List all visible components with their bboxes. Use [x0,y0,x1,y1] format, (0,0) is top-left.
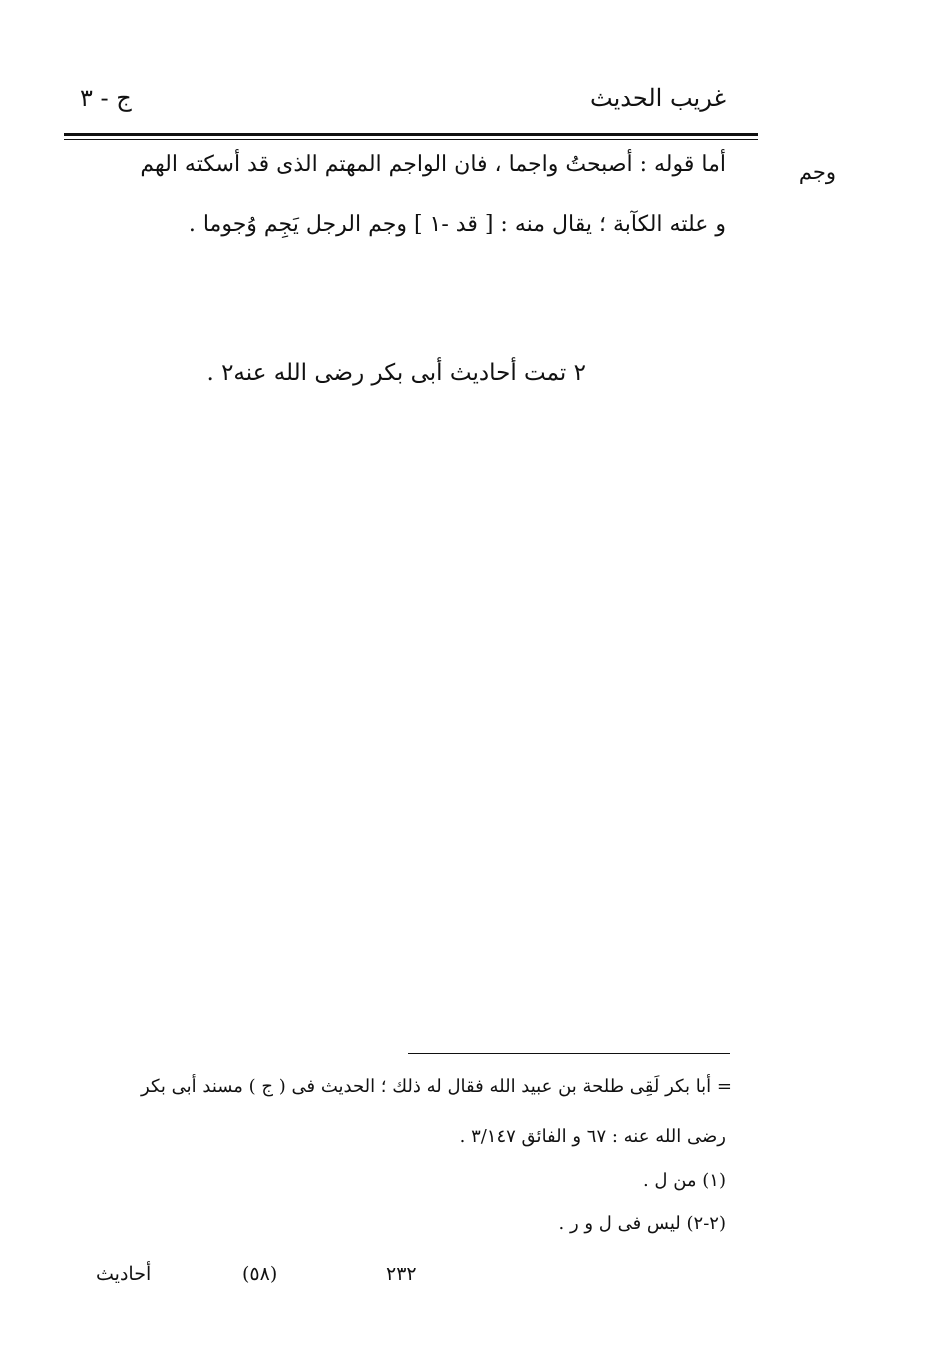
body-text-line: أما قوله : أصبحتُ واجما ، فان الواجم المهتم الذى قد أسكته الهم [140,152,726,177]
footnote-line: = أبا بكر لَقِى طلحة بن عبيد الله فقال له ذلك ؛ الحديث فى ( ج ) مسند أبى بكر [141,1076,732,1097]
header-rule-thin [64,139,758,140]
footer-hadith-number: (٥٨) [242,1263,278,1285]
footer-page-number: ٢٣٢ [386,1263,417,1285]
section-end-note: ٢ تمت أحاديث أبى بكر رضى الله عنه٢ . [206,360,586,386]
footnote-line: (١) من ل . [642,1170,726,1191]
volume-label: ج - ٣ [80,84,132,112]
header-rule-thick [64,133,758,136]
footer-section-label: أحاديث [96,1263,152,1285]
footnote-line: رضى الله عنه : ٦٧ و الفائق ٣/١٤٧ . [459,1126,726,1147]
running-title: غريب الحديث [590,84,726,112]
footnote-separator [408,1053,730,1054]
footnote-line: (٢-٢) ليس فى ل و ر . [558,1213,726,1234]
margin-headword: وجم [798,160,836,184]
body-text-line: و علته الكآبة ؛ يقال منه : [ قد -١ ] وجم الرجل يَجِم وُجوما . [188,212,726,237]
